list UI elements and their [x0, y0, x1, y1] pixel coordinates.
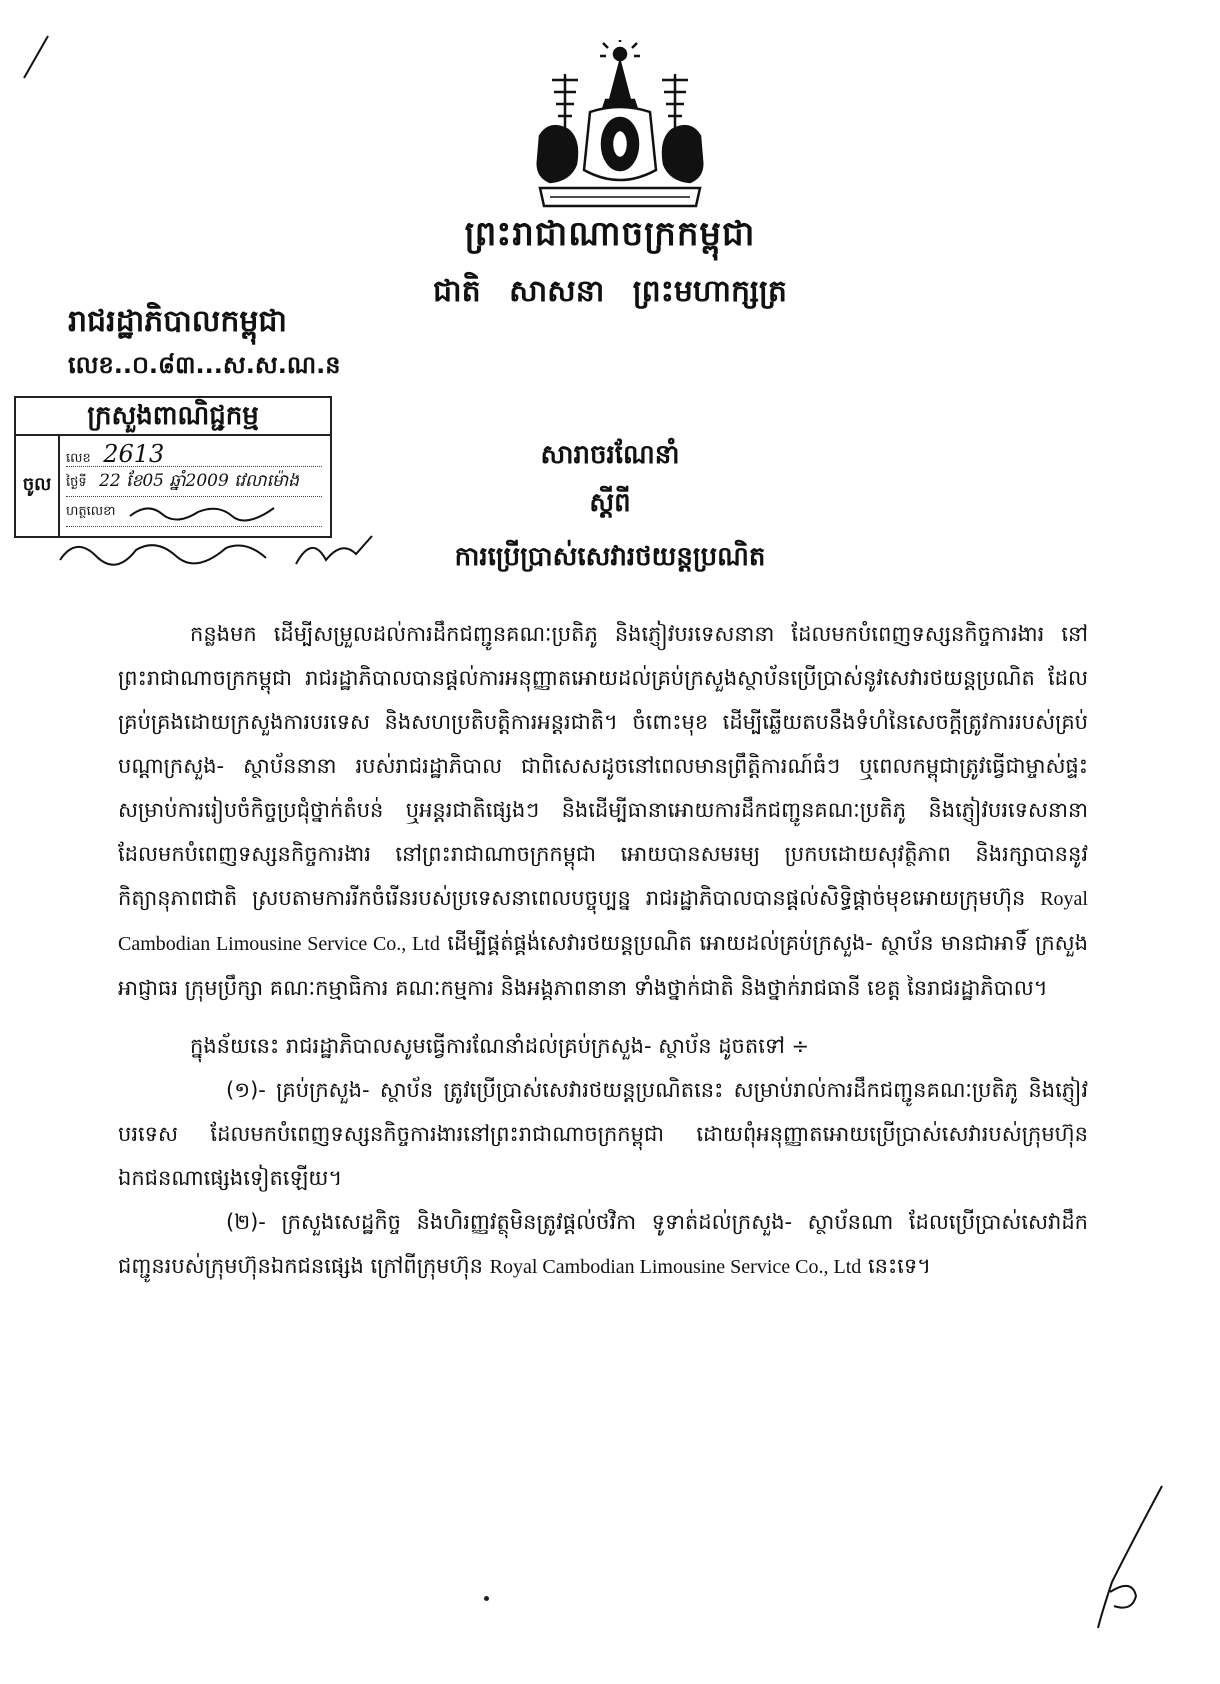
instruction-2: [118, 1200, 1088, 1289]
national-motto: ជាតិ សាសនា ព្រះមហាក្សត្រ: [433, 274, 787, 309]
royal-coat-of-arms-emblem: [510, 40, 730, 212]
instruction-2-part-b: នេះទេ។: [867, 1254, 932, 1278]
document-subject: ការប្រើប្រាស់សេវារថយន្តប្រណិត: [454, 542, 766, 572]
page-dot: [484, 1596, 489, 1601]
paragraph-1-part-a: កន្លងមក ដើម្បីសម្រួលដល់ការដឹកជញ្ជូនគណៈប្រតិភូ និងភ្ញៀវបរទេសនានា ដែលមកបំពេញទស្សនកិច្ចការងារ នៅព្រះរាជាណាចក្រកម្ពុជា រាជរដ្ឋាភិបាលបានផ្តល់ការអនុញ្ញាតអោយដល់គ្រប់ក្រសួងស្ថាប័នប្រើប្រាស់នូវសេវារថយន្តប្រណិត ដែលគ្រប់គ្រងដោយក្រសួងការបរទេស និងសហប្រតិបត្តិការអន្តរជាតិ។ ចំពោះមុខ ដើម្បីឆ្លើយតបនឹងទំហំនៃសេចក្តីត្រូវការរបស់គ្រប់បណ្តាក្រសួង- ស្ថាប័ននានា របស់រាជរដ្ឋាភិបាល ជាពិសេសដូចនៅពេលមានព្រឹត្តិការណ៍ធំៗ ឬពេលកម្ពុជាត្រូវធ្វើជាម្ចាស់ផ្ទះសម្រាប់ការរៀបចំកិច្ចប្រជុំថ្នាក់តំបន់ ឬអន្តរជាតិផ្សេងៗ និងដើម្បីធានាអោយការដឹកជញ្ជូនគណៈប្រតិភូ និងភ្ញៀវបរទេសនានា ដែលមកបំពេញទស្សនកិច្ចការងារ នៅព្រះរាជាណាចក្រកម្ពុជា អោយបានសមរម្យ ប្រកបដោយសុវត្ថិភាព និងរក្សាបាននូវកិត្យានុភាពជាតិ ស្របតាមការរីកចំរើនរបស់ប្រទេសនាពេលបច្ចុប្បន្ន រាជរដ្ឋាភិបាលបានផ្តល់សិទ្ធិផ្តាច់មុខអោយក្រុមហ៊ុន: [118, 622, 1088, 910]
kingdom-title: ព្រះរាជាណាចក្រកម្ពុជា: [464, 214, 756, 254]
paragraph-2: ក្នុងន័យនេះ រាជរដ្ឋាភិបាលសូមធ្វើការណែនាំដល់គ្រប់ក្រសួង- ស្ថាប័ន ដូចតទៅ ÷: [190, 1034, 810, 1058]
instruction-1: (១)- គ្រប់ក្រសួង- ស្ថាប័ន ត្រូវប្រើប្រាស់សេវារថយន្តប្រណិតនេះ សម្រាប់រាល់ការដឹកជញ្ជូនគណៈប្រតិភូ និងភ្ញៀវបរទេស ដែលមកបំពេញទស្សនកិច្ចការងារនៅព្រះរាជាណាចក្រកម្ពុជា ដោយពុំអនុញ្ញាតអោយប្រើប្រាស់សេវារបស់ក្រុមហ៊ុនឯកជនណាផ្សេងទៀតឡើយ។: [118, 1078, 1088, 1190]
stamp-title: ក្រសួងពាណិជ្ជកម្ម: [16, 398, 330, 436]
stamp-side-label: ចូល: [16, 434, 60, 536]
stamp-date-label: ថ្ងៃទី: [66, 475, 87, 490]
document-type: សារាចរណែនាំ: [540, 440, 680, 470]
instruction-2-part-a: (២)- ក្រសួងសេដ្ឋកិច្ច និងហិរញ្ញវត្ថុមិនត្រូវផ្តល់ថវិកា ទូទាត់ដល់ក្រសួង- ស្ថាប័នណា ដែលប្រើប្រាស់សេវាដឹកជញ្ជូនរបស់ក្រុមហ៊ុនឯកជនផ្សេង ក្រៅពីក្រុមហ៊ុន: [118, 1210, 1088, 1278]
instruction-2-company-name: Royal Cambodian Limousine Service Co., Ltd: [489, 1256, 862, 1278]
document-about: ស្តីពី: [589, 488, 631, 518]
paragraph-1-part-b: ដើម្បីផ្គត់ផ្គង់សេវារថយន្តប្រណិត អោយដល់គ្រប់ក្រសួង- ស្ថាប័ន មានជាអាទិ៍ ក្រសួង អាជ្ញាធរ ក្រុមប្រឹក្សា គណៈកម្មាធិការ គណៈកម្មការ និងអង្គភាពនានា ទាំងថ្នាក់ជាតិ និងថ្នាក់រាជធានី ខេត្ត នៃរាជរដ្ឋាភិបាល។: [118, 931, 1088, 1000]
company-name: Royal Cambodian Limousine Service Co., Ltd: [118, 888, 1088, 955]
document-body: [118, 612, 1088, 1289]
stamp-number-label: លេខ: [66, 451, 91, 466]
stamp-date-value: 22 ខែ05 ឆ្នាំ2009 វេលាម៉ោង: [99, 471, 299, 491]
stamp-number-value: 2613: [103, 440, 165, 468]
stamp-signature-label: ហត្ថលេខា: [66, 504, 116, 519]
reference-number: លេខ..០.៨៣...ស.ស.ណ.ន: [68, 351, 341, 379]
issuing-authority: រាជរដ្ឋាភិបាលកម្ពុជា: [68, 304, 287, 339]
pen-mark: [18, 32, 58, 82]
initial-mark: [1092, 1482, 1172, 1632]
paragraph-1: [118, 612, 1088, 1010]
